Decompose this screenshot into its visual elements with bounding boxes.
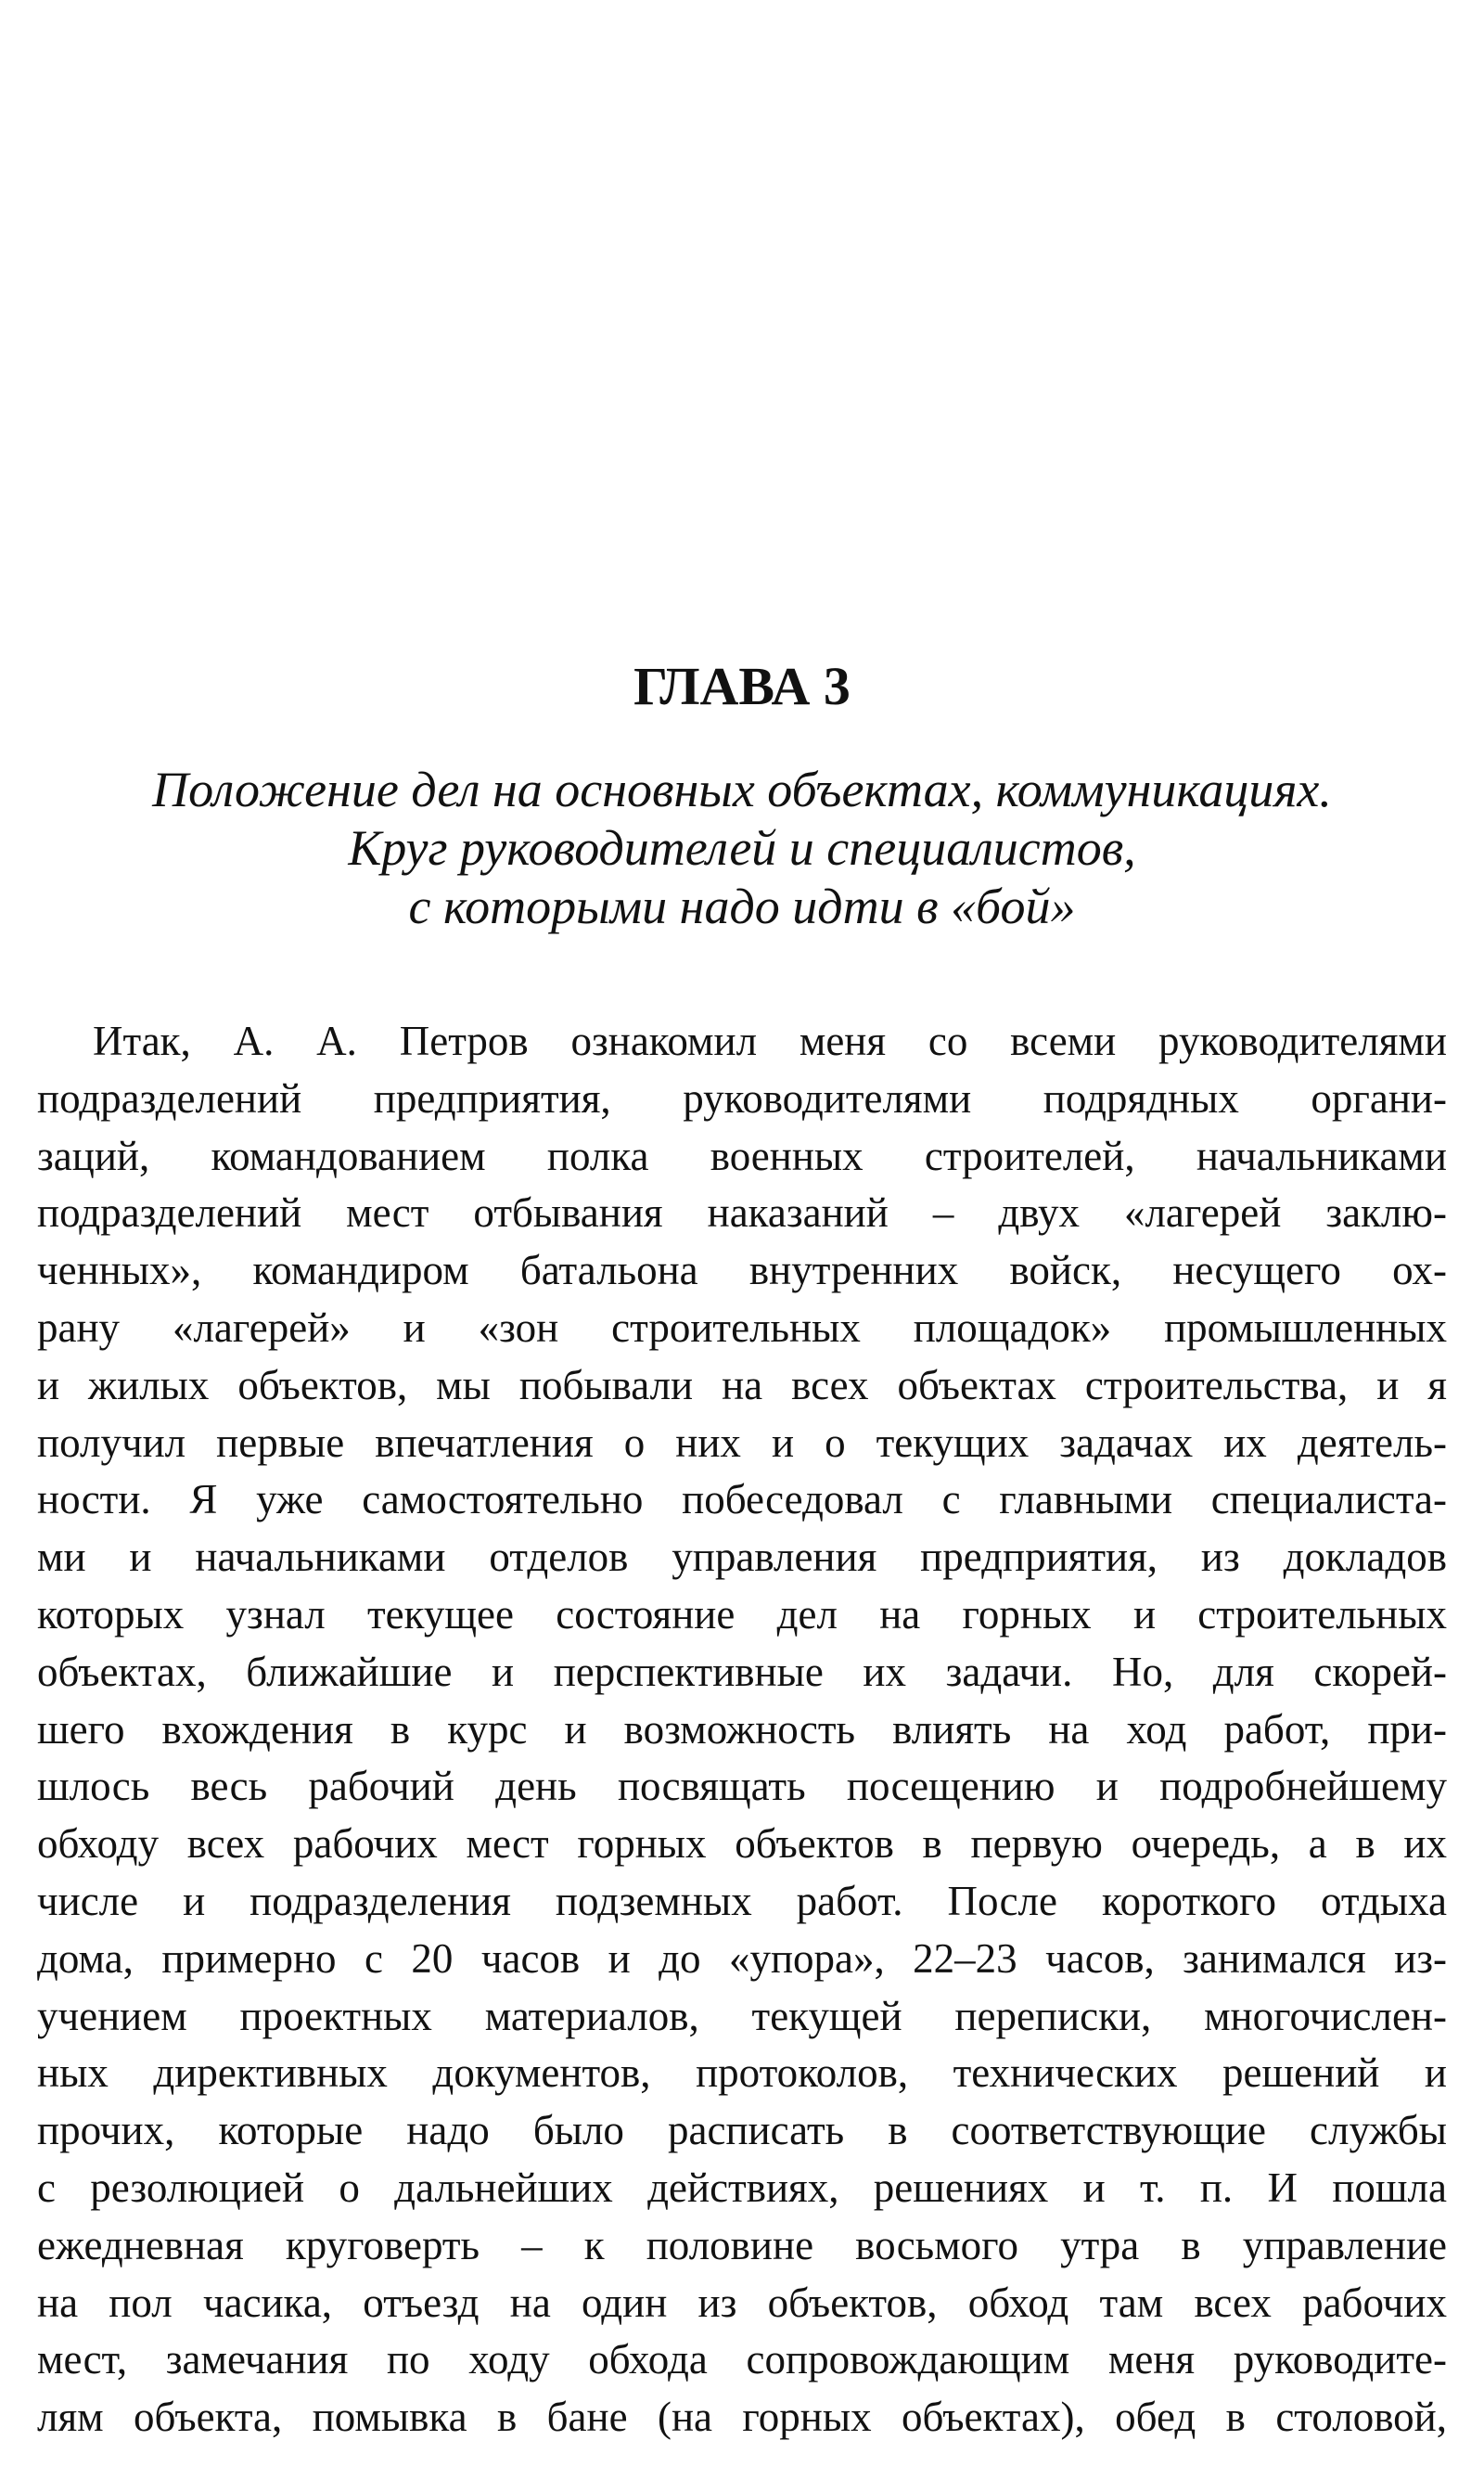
chapter-heading: ГЛАВА 3 <box>633 656 851 716</box>
text-line: учением проектных материалов, текущей переписки, многочислен- <box>37 1992 1447 2039</box>
text-line: шлось весь рабочий день посвящать посещению и подробнейшему <box>37 1763 1447 1810</box>
chapter-subtitle <box>37 761 1447 936</box>
text-line: лям объекта, помывка в бане (на горных объектах), обед в столовой, <box>37 2394 1447 2441</box>
text-line: Итак, А. А. Петров ознакомил меня со всеми руководителями <box>93 1018 1447 1064</box>
text-line: мест, замечания по ходу обхода сопровождающим меня руководите- <box>37 2336 1447 2383</box>
text-line: ности. Я уже самостоятельно побеседовал с главными специалиста- <box>37 1476 1447 1523</box>
text-line: шего вхождения в курс и возможность влиять на ход работ, при- <box>37 1705 1447 1753</box>
text-line: обходу всех рабочих мест горных объектов в первую очередь, а в их <box>37 1820 1447 1868</box>
text-line: ежедневная круговерть – к половине восьмого утра в управление <box>37 2221 1447 2268</box>
text-line: прочих, которые надо было расписать в соответствующие службы <box>37 2107 1447 2154</box>
text-line: получил первые впечатления о них и о текущих задачах их деятель- <box>37 1419 1447 1466</box>
text-line: рану «лагерей» и «зон строительных площадок» промышленных <box>37 1304 1447 1351</box>
text-line: ми и начальниками отделов управления предприятия, из докладов <box>37 1534 1447 1581</box>
text-line: числе и подразделения подземных работ. После короткого отдыха <box>37 1877 1447 1924</box>
body-paragraph <box>37 1013 1447 2447</box>
text-line: заций, командованием полка военных строителей, начальниками <box>37 1132 1447 1179</box>
text-line: ченных», командиром батальона внутренних войск, несущего ох- <box>37 1247 1447 1294</box>
book-page <box>37 0 1447 2466</box>
text-line: подразделений мест отбывания наказаний – двух «лагерей заклю- <box>37 1189 1447 1237</box>
text-line: с резолюцией о дальнейших действиях, решениях и т. п. И пошла <box>37 2164 1447 2211</box>
subtitle-line: с которыми надо идти в «бой» <box>408 879 1076 934</box>
subtitle-line: Положение дел на основных объектах, коммуникациях. <box>152 762 1332 817</box>
text-line: дома, примерно с 20 часов и до «упора», 22–23 часов, занимался из- <box>37 1934 1447 1982</box>
text-line: подразделений предприятия, руководителями подрядных органи- <box>37 1074 1447 1122</box>
subtitle-line: Круг руководителей и специалистов, <box>348 820 1136 876</box>
text-line: ных директивных документов, протоколов, технических решений и <box>37 2049 1447 2097</box>
text-line: на пол часика, отъезд на один из объектов, обход там всех рабочих <box>37 2279 1447 2326</box>
text-line: объектах, ближайшие и перспективные их задачи. Но, для скорей- <box>37 1648 1447 1695</box>
text-line: и жилых объектов, мы побывали на всех объектах строительства, и я <box>37 1361 1447 1408</box>
text-line: которых узнал текущее состояние дел на горных и строительных <box>37 1590 1447 1638</box>
